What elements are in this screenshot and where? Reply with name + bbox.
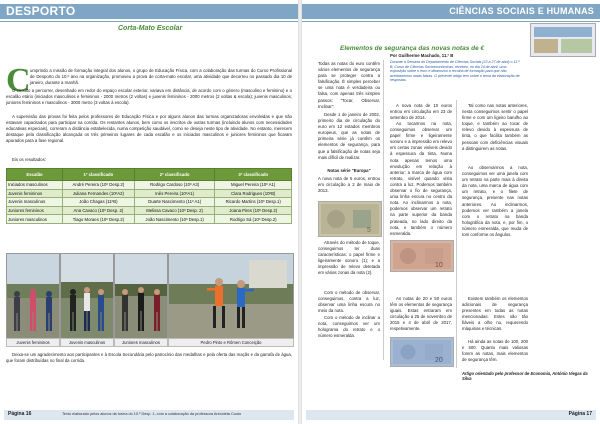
col2-para: As notas de 20 e 50 euros têm os elementos de segurança iguais. Estas entraram em circulação a 25 de novembro de 2015 e 4 de abril de 2017, respetivamente. [390, 296, 452, 332]
column-rule [383, 60, 384, 360]
byline: Por Guilherme Machado, 11.º B [390, 53, 454, 58]
col1-intro: Todas as notas do euro contêm vários elementos de segurança para se proteger contra a falsificação. É simples perceber se uma nota é verdadeira ou falsa, com apenas três simples passos: "Tocar, Observar, Inclinar". [318, 61, 380, 109]
table-cell: Juniores masculinos [7, 215, 63, 224]
table-header: 1º classificado [62, 169, 134, 181]
photo-caption: Juvenis femininos [6, 338, 60, 347]
table-row [7, 206, 292, 215]
table-row [7, 198, 292, 207]
svg-text:10: 10 [435, 262, 443, 269]
table-header-row [7, 169, 292, 181]
header-rule [302, 21, 600, 22]
intro-text: umprindo a missão de formação integral dos alunos, o grupo de Educação Física, com a colaboração das turmas do Curso Profissional de Desporto do 10.º ano na organização, promoveu a prova de corta-mato escolar, uma atividade que decorreu no passado dia 10 de janeiro, durante a manhã. [30, 68, 292, 86]
table-cell: Juliana Fernandes (10ºA2) [62, 189, 134, 198]
photo-juvenis-femininos [6, 253, 60, 339]
table-cell: Inês Pereira (10ºA1) [134, 189, 215, 198]
table-cell: João Chagas (11ºB) [62, 198, 134, 207]
closing-text: Deixa-se um agradecimento aos participantes e à Escola Secundária pelo patrocínio das medalhas e pela oferta das maçãs e da garrafa de água, que foram distribuídas no final da corrida. [6, 352, 292, 364]
col3-para: Existem também os elementos adicionais de segurança presentes em todas as notas mencionadas. Estes são tão fiáveis a olho nu, requerendo máquinas e técnicas. [462, 296, 528, 332]
photo-image [61, 254, 113, 338]
col1-para: Com o método de inclinar a nota, conseguimos ver um holograma do retrato e o número esmeralda. [318, 315, 380, 339]
photo-juniores-masculinos [114, 253, 168, 339]
banknote-image [319, 202, 381, 236]
table-cell: Duarte Nascimento (11º A1) [134, 198, 215, 207]
banknote-10-image [390, 240, 454, 272]
poster-image [531, 24, 595, 56]
section-header [0, 4, 298, 19]
table-cell: Miguel Pereira (10º A1) [215, 181, 292, 190]
table-cell: Juniores femininos [7, 206, 63, 215]
photo-runners [168, 253, 294, 339]
section-header [302, 4, 600, 19]
table-header: 2º classificado [134, 169, 215, 181]
banknote-image [391, 241, 453, 271]
col3-para: Há ainda as notas de 100, 200 e 500. Quanto mais valiosas forem as notas, mais elementos de segurança têm. [462, 339, 528, 363]
page-number: Página 16 [8, 411, 32, 417]
results-table [6, 168, 292, 224]
exhibit-poster-image [530, 23, 596, 57]
svg-text:5: 5 [367, 227, 371, 234]
col2-para: A nova nota de 10 euros entrou em circulação em 23 de setembro de 2014. [390, 103, 452, 121]
table-cell: Rodrigo Cardoso (10º A3) [134, 181, 215, 190]
section-title: CIÊNCIAS SOCIAIS E HUMANAS [449, 6, 594, 16]
col1-para: Com o método de observar, conseguimos, contra a luz, observar uma linha escura no meio da nota. [318, 290, 380, 314]
table-row [7, 181, 292, 190]
col3-para: Ao observarmos a nota, conseguimos ver uma janela com um retrato na parte mais à direita da nota, uma marca de água com um retrato, e o filete de segurança, presente nas notas anteriores. Ao inclinarmos, podemos ver também a janela com o retrato na banda holográfica da nota, e, por fim, o número esmeralda, que muda de tom conforme os ângulos. [462, 165, 528, 238]
table-cell: Rodrigo Sá (10º Desp.2) [215, 215, 292, 224]
table-row [7, 215, 292, 224]
right-page [302, 0, 600, 424]
article-title: Corta-Mato Escolar [118, 25, 183, 32]
table-cell: Juvenis femininos [7, 189, 63, 198]
table-header: 3º classificado [215, 169, 292, 181]
left-page [0, 0, 298, 424]
paragraph-2: A supervisão das provas foi feita pelos professores de Educação Física e por alguns alunos das turmas organizadoras envolvidas e que não estavam capacitados para participar na corrida. Os restantes alunos, bem como os inscritos de outras turmas (incluindo alunos com necessidades educativas especiais), correram a distância estabelecida, numa competição saudável, como se deseja neste tipo de atividade. No entanto, merecem destaque pela classificação alcançada os três primeiros lugares de cada escalão e os iniciados masculinos e juniores femininos que ficaram apurados para a fase regional. [6, 114, 292, 144]
section-title: DESPORTO [6, 4, 76, 18]
photo-caption: Juniores masculinos [114, 338, 168, 347]
table-header: Escalão [7, 169, 63, 181]
table-row [7, 189, 292, 198]
photo-image [7, 254, 59, 338]
banknote-5-image [318, 201, 382, 237]
table-cell: Tiago Moraes (10º Desp.2) [62, 215, 134, 224]
column-rule [456, 100, 457, 368]
header-rule [0, 21, 298, 22]
table-cell: Juvenis masculinos [7, 198, 63, 207]
col2-para: Ao tocarmos na nota, conseguimos observar um papel firme e ligeiramente sonoro e a impressão em relevo em certas zonas visíveis devido à espessura da tinta. Numa nota apenas temos uma envolução em relação à anterior: a marca de água com retrato, visível quando vista contra a luz. Podemos também observar o fio de segurança, uma linha escura no centro da nota. Ao inclinarmos a nota, podemos observar um retrato na parte superior da banda prateada, no lado direito da nota, e também o número esmeralda. [390, 121, 452, 236]
paragraph-1: O circuito a percorrer, desenhado em redor do espaço escolar exterior, variava em distância, de acordo com o género (masculino e feminino) e o escalão etário (iniciados masculinos e femininos - 2000 metros (2 voltas) e juvenis femininos - 2000 metros (2 voltas & escola); juvenis masculinos, juniores femininos e masculinos - 3000 metro (3 voltas à escola). [6, 88, 292, 106]
col1-para: Desde 1 de janeiro de 2002, primeiro dia de circulação do euro em 12 estados membros europeus, que as notas de primeira série já contêm os elementos de segurança, para que a falsificação de notas seja mais difícil de realizar. [318, 112, 380, 160]
article-supervisor: Artigo orientado pelo professor de Economia, António Viegas da Silva [462, 371, 588, 381]
footer-credit: Texto elaborado pelos alunos da turma do 10.º Desp. 1, com a colaboração da professora Antonieta Couto [62, 412, 242, 416]
table-cell: Iniciados masculinos [7, 181, 63, 190]
footer-bar [306, 410, 596, 420]
photo-caption: Pedro Pinto e Rômen Conceição [168, 338, 294, 347]
page-number: Página 17 [568, 411, 592, 417]
table-cell: Ana Cavaco (10º Desp. 2) [62, 206, 134, 215]
table-cell: Clara Rodrigues (10ºB) [215, 189, 292, 198]
photo-image [169, 254, 293, 338]
banknote-20-image [390, 337, 454, 367]
table-cell: Joana Pires (10º Desp.2) [215, 206, 292, 215]
photo-image [115, 254, 167, 338]
col3-para: Tal como nas notas anteriores, nesta conseguimos sentir o papel firme e com um ligeiro barulho ao toque, e também ao tocar de relevo devido à espessura de tinta, o que facilita também as pessoas com deficiências visuais a distinguirem as notas. [462, 103, 528, 151]
svg-text:20: 20 [435, 357, 443, 364]
col1-para: A nova nota de 5 euros, entrou em circulação a 2 de maio de 2013. [318, 176, 380, 194]
col1-para: Através do método de toque, conseguimos ter duas características: o papel firme e ligeiramente sonoro (1); e a impressão de relevo detetada em várias zonas da nota (2). [318, 240, 380, 276]
table-cell: Ricardo Martins (10º Desp.1) [215, 198, 292, 207]
article-title: Elementos de segurança das novas notas de € [340, 45, 485, 52]
table-cell: André Pereira (10º Desp.2) [62, 181, 134, 190]
table-cell: Melissa Cavaco (10º Desp. 2) [134, 206, 215, 215]
banknote-image [391, 338, 453, 366]
table-cell: João Nascimento (10º Desp.1) [134, 215, 215, 224]
drop-cap: C [6, 62, 31, 99]
photo-caption: Juvenis masculinos [60, 338, 114, 347]
paragraph-3: Eis os resultados: [12, 157, 46, 162]
photo-juvenis-masculinos [60, 253, 114, 339]
intro-note: Durante a Semana do Departamento de Ciências Sociais (23 a 27 de abril) o 11.º B, Curso de Ciências Socioeconómicas, recebeu, no dia 24 de abril, uma exposição sobre o euro e dinamizou a recolha de formação para que não aceitássemos notas falsas. O presente artigo tem sobre o tema da elaboração de respostas. [390, 60, 520, 83]
col1-heading: Notas série "Europa" [327, 168, 371, 173]
